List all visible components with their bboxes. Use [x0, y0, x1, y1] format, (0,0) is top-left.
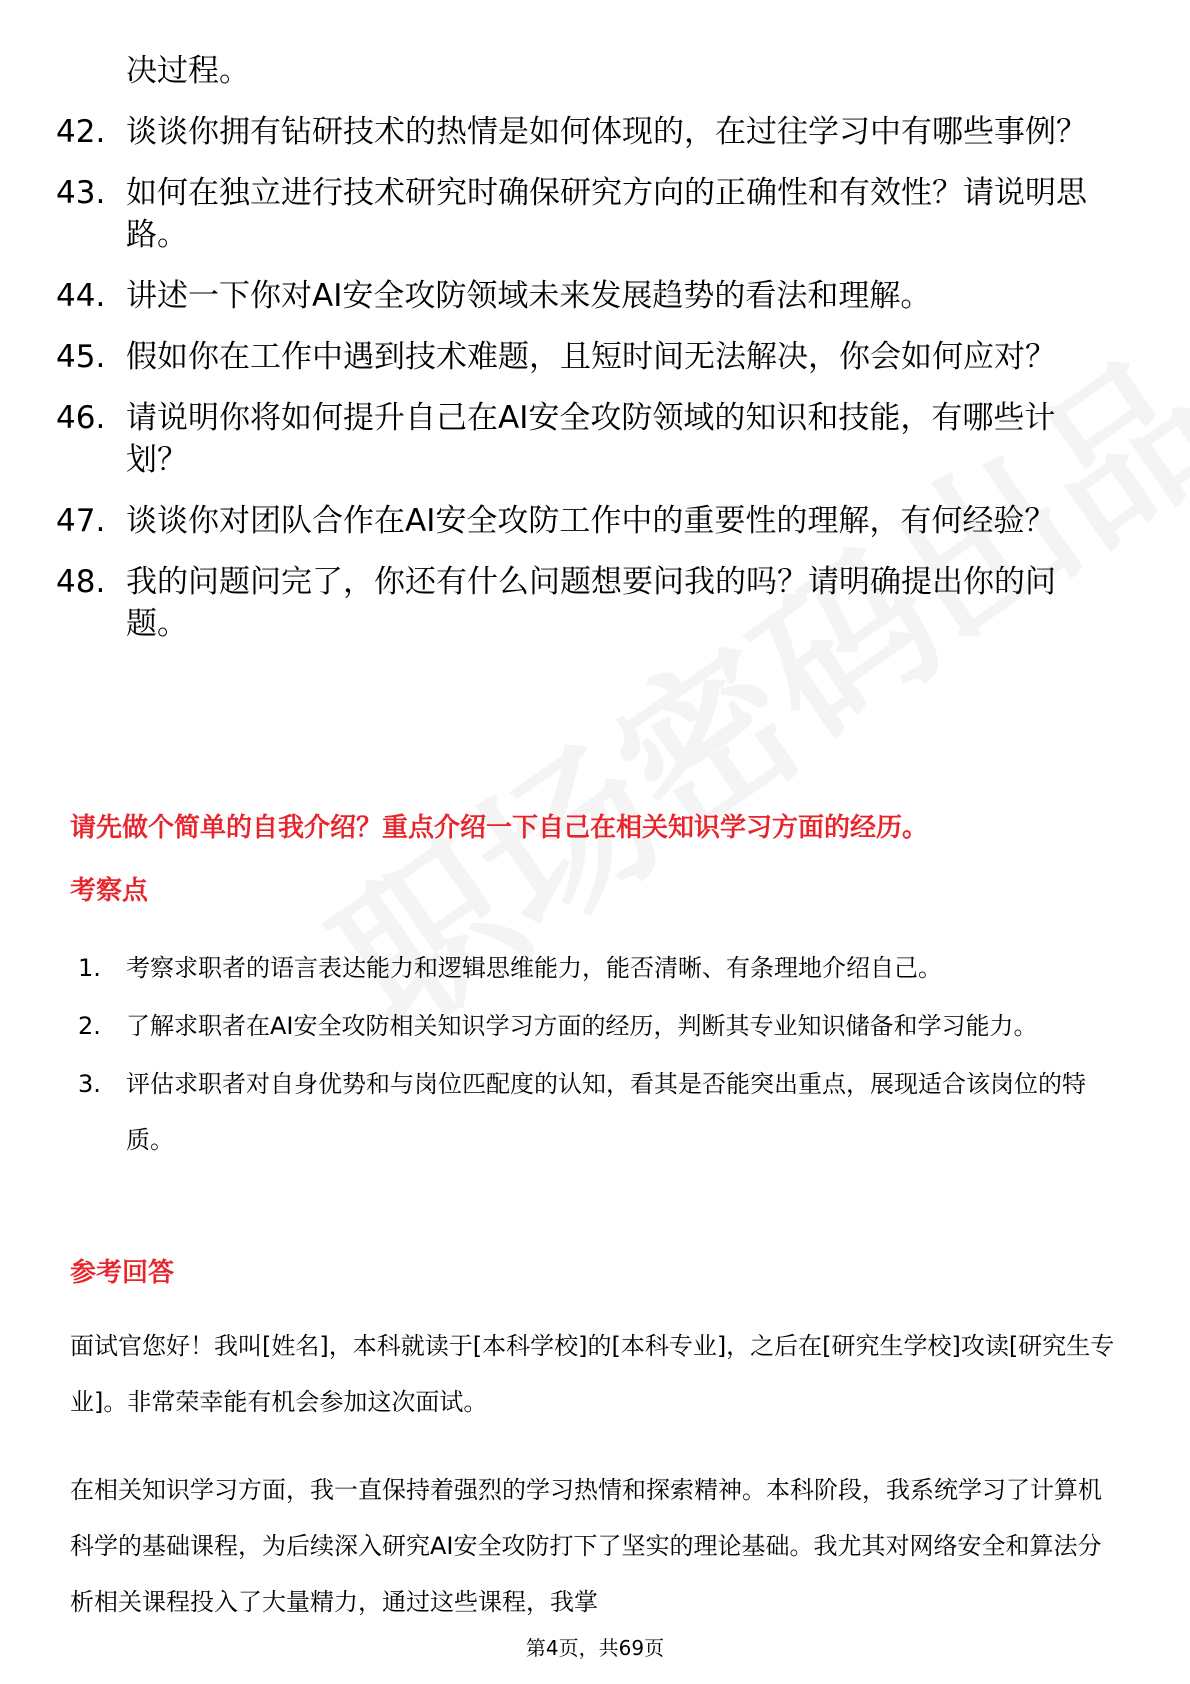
question-text: 谈谈你对团队合作在AI安全攻防工作中的重要性的理解，有何经验？	[126, 503, 1056, 539]
list-item	[56, 397, 1116, 481]
question-text: 我的问题问完了，你还有什么问题想要问我的吗？请明确提出你的问题。	[126, 564, 1056, 642]
question-text: 请说明你将如何提升自己在AI安全攻防领域的知识和技能，有哪些计划？	[126, 400, 1056, 478]
question-number: 44.	[56, 278, 106, 314]
list-item	[78, 1056, 1118, 1168]
question-number: 47.	[56, 503, 106, 539]
question-list	[56, 50, 1116, 664]
question-number: 43.	[56, 175, 106, 211]
point-number: 1.	[78, 954, 101, 982]
list-item	[56, 111, 1116, 153]
question-number: 46.	[56, 400, 106, 436]
list-item	[56, 275, 1116, 317]
question-number: 42.	[56, 114, 106, 150]
list-item	[56, 561, 1116, 645]
list-item	[78, 998, 1118, 1054]
question-number: 45.	[56, 339, 106, 375]
check-points-heading: 考察点	[70, 876, 149, 906]
point-text: 了解求职者在AI安全攻防相关知识学习方面的经历，判断其专业知识储备和学习能力。	[126, 1012, 1038, 1040]
page-footer: 第4页，共69页	[525, 1636, 665, 1660]
list-item	[56, 500, 1116, 542]
list-item	[78, 940, 1118, 996]
answer-paragraph: 在相关知识学习方面，我一直保持着强烈的学习热情和探索精神。本科阶段，我系统学习了计算机科学的基础课程，为后续深入研究AI安全攻防打下了坚实的理论基础。我尤其对网络安全和算法分析相关课程投入了大量精力，通过这些课程，我掌	[70, 1476, 1102, 1616]
question-text: 讲述一下你对AI安全攻防领域未来发展趋势的看法和理解。	[126, 278, 932, 314]
list-item	[56, 50, 1116, 92]
question-text: 谈谈你拥有钻研技术的热情是如何体现的，在过往学习中有哪些事例？	[126, 114, 1087, 150]
list-item	[56, 172, 1116, 256]
list-item	[56, 336, 1116, 378]
point-number: 3.	[78, 1070, 101, 1098]
question-text: 假如你在工作中遇到技术难题，且短时间无法解决，你会如何应对？	[126, 339, 1056, 375]
check-points-list	[78, 940, 1118, 1170]
point-text: 评估求职者对自身优势和与岗位匹配度的认知，看其是否能突出重点，展现适合该岗位的特质。	[126, 1070, 1086, 1154]
question-text: 决过程。	[126, 53, 250, 89]
question-text: 如何在独立进行技术研究时确保研究方向的正确性和有效性？请说明思路。	[126, 175, 1087, 253]
question-number	[56, 50, 126, 92]
answer-paragraph: 面试官您好！我叫[姓名]，本科就读于[本科学校]的[本科专业]，之后在[研究生学校]攻读[研究生专业]。非常荣幸能有机会参加这次面试。	[70, 1332, 1115, 1416]
point-number: 2.	[78, 1012, 101, 1040]
question-number: 48.	[56, 564, 106, 600]
reference-answer-heading: 参考回答	[70, 1258, 175, 1288]
point-text: 考察求职者的语言表达能力和逻辑思维能力，能否清晰、有条理地介绍自己。	[126, 954, 942, 982]
main-question-heading: 请先做个简单的自我介绍？重点介绍一下自己在相关知识学习方面的经历。	[70, 813, 929, 843]
